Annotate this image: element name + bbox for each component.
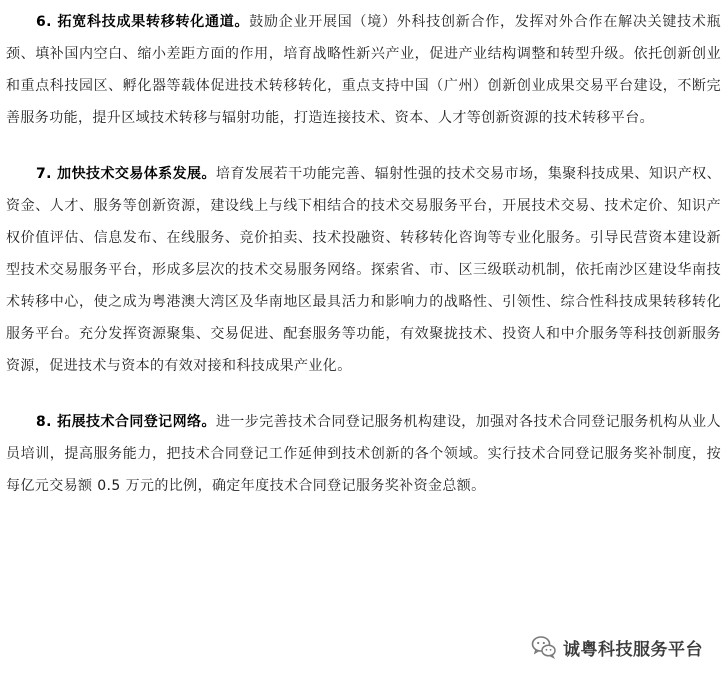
watermark [529, 634, 705, 660]
section-6 [0, 6, 725, 134]
section-7-body: 培育发展若干功能完善、辐射性强的技术交易市场，集聚科技成果、知识产权、资金、人才、服务等创新资源，建设线上与线下相结合的技术交易服务平台，开展技术交易、技术定价、知识产权价值评估、信息发布、在线服务、竞价拍卖、技术投融资、转移转化咨询等专业化服务。引导民营资本建设新型技术交易服务平台，形成多层次的技术交易服务网络。探索省、市、区三级联动机制，依托南沙区建设华南技术转移中心，使之成为粤港澳大湾区及华南地区最具活力和影响力的战略性、引领性、综合性科技成果转移转化服务平台。充分发挥资源聚集、交易促进、配套服务等功能，有效聚拢技术、投资人和中介服务等科技创新服务资源，促进技术与资本的有效对接和科技成果产业化。 [6, 166, 721, 374]
section-8-heading: 8. 拓展技术合同登记网络。 [36, 414, 216, 430]
section-8-body: 进一步完善技术合同登记服务机构建设，加强对各技术合同登记服务机构从业人员培训，提高服务能力，把技术合同登记工作延伸到技术创新的各个领域。实行技术合同登记服务奖补制度，按每亿元交易额 0.5 万元的比例，确定年度技术合同登记服务奖补资金总额。 [6, 414, 721, 494]
section-7 [0, 158, 725, 382]
wechat-icon [531, 634, 557, 660]
section-6-heading: 6. 拓宽科技成果转移转化通道。 [36, 14, 250, 30]
section-8 [0, 406, 725, 502]
section-7-heading: 7. 加快技术交易体系发展。 [36, 166, 216, 182]
section-6-body: 鼓励企业开展国（境）外科技创新合作，发挥对外合作在解决关键技术瓶颈、填补国内空白、缩小差距方面的作用，培育战略性新兴产业，促进产业结构调整和转型升级。依托创新创业和重点科技园区、孵化器等载体促进技术转移转化，重点支持中国（广州）创新创业成果交易平台建设，不断完善服务功能，提升区域技术转移与辐射功能，打造连接技术、资本、人才等创新资源的技术转移平台。 [6, 14, 721, 126]
watermark-text: 诚粤科技服务平台 [563, 639, 703, 660]
